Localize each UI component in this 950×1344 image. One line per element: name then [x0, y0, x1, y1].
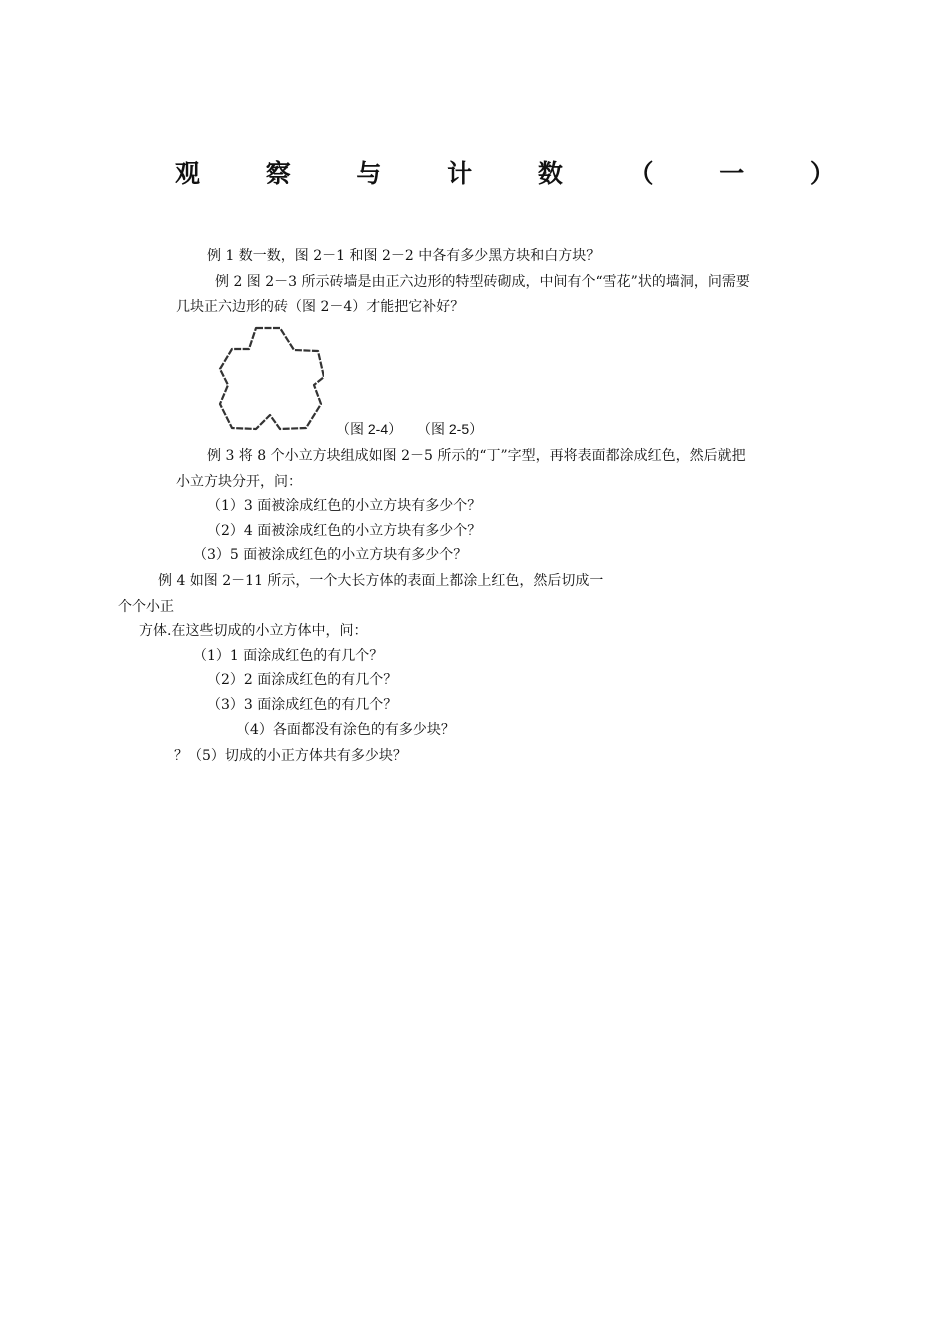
example-4-text-cont: 个个小正: [118, 599, 174, 615]
question-item: （3）5 面被涂成红色的小立方块有多少个？: [193, 547, 468, 563]
figure-caption-2-4: （图 2-4）: [336, 421, 403, 437]
example-2-text: 例 2 图 2－3 所示砖墙是由正六边形的特型砖砌成，中间有个“雪花”状的墙洞，问需要: [215, 274, 750, 290]
title-char: ）: [809, 159, 835, 188]
title-char: 一: [719, 159, 745, 188]
example-3-text-cont: 小立方块分开，问：: [176, 474, 302, 490]
example-4-text-cont: 方体.在这些切成的小立方体中，问：: [139, 623, 368, 639]
example-4-text: 例 4 如图 2－11 所示，一个大长方体的表面上都涂上红色，然后切成一: [158, 573, 604, 589]
page-title: [175, 152, 835, 192]
snowflake-outline: [220, 328, 324, 429]
question-item: （4）各面都没有涂色的有多少块？: [236, 722, 455, 738]
question-item: （2）2 面涂成红色的有几个？: [207, 672, 398, 688]
title-char: （: [628, 159, 654, 188]
snowflake-hole-figure: [216, 325, 324, 431]
title-char: 察: [265, 159, 291, 188]
title-char: 数: [537, 159, 563, 188]
title-char: 观: [175, 159, 201, 188]
question-item: （2）4 面被涂成红色的小立方块有多少个？: [207, 523, 482, 539]
question-item: （1）3 面被涂成红色的小立方块有多少个？: [207, 498, 482, 514]
question-item: （1）1 面涂成红色的有几个？: [193, 648, 384, 664]
question-item: ？（5）切成的小正方体共有多少块？: [174, 748, 407, 764]
example-3-text: 例 3 将 8 个小立方块组成如图 2－5 所示的“丁”字型，再将表面都涂成红色，然后就把: [207, 448, 746, 464]
title-char: 计: [447, 159, 473, 188]
example-2-text-cont: 几块正六边形的砖（图 2－4）才能把它补好？: [176, 299, 465, 315]
example-1-text: 例 1 数一数，图 2－1 和图 2－2 中各有多少黑方块和白方块？: [207, 248, 601, 264]
question-item: （3）3 面涂成红色的有几个？: [207, 697, 398, 713]
figure-caption-2-5: （图 2-5）: [417, 421, 484, 437]
title-char: 与: [356, 159, 382, 188]
